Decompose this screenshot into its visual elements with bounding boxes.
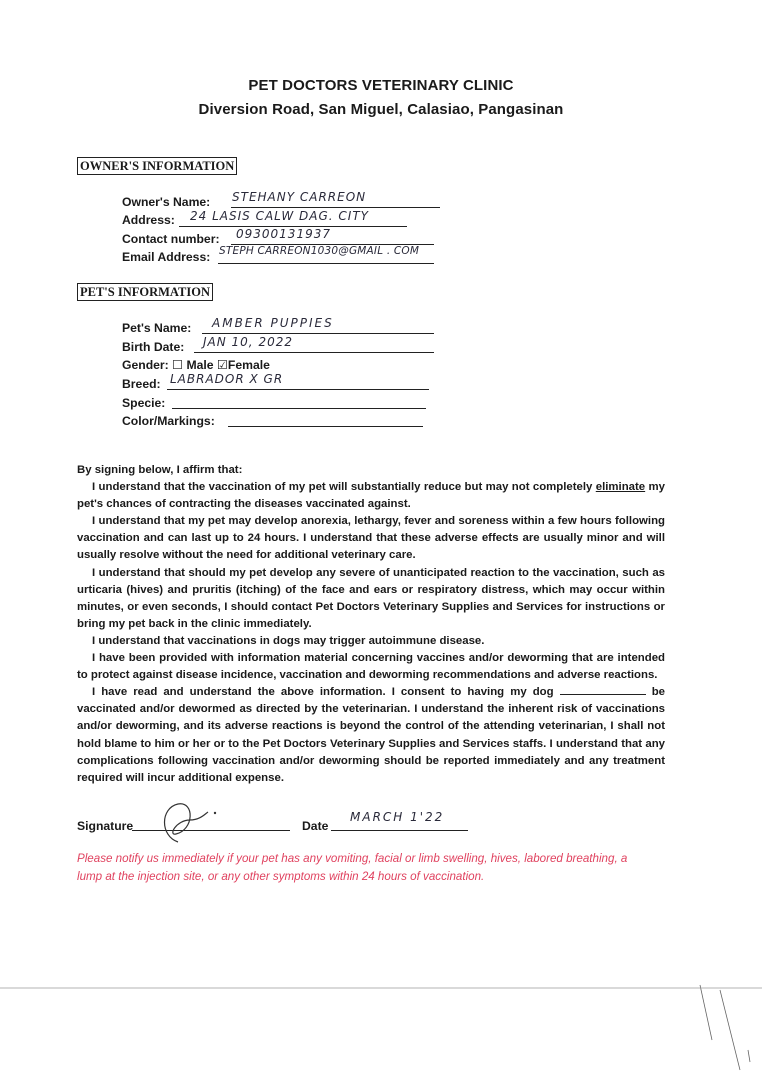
contact-value[interactable]: 09300131937 bbox=[236, 227, 331, 241]
pet-name-label: Pet's Name: bbox=[122, 321, 192, 335]
consent-paragraph-1: I understand that the vaccination of my pet will substantially reduce but may not completely eliminate my pet's chances of contracting the diseases vaccinated against. bbox=[77, 481, 665, 511]
email-value[interactable]: STEPH CARREON1030@GMAIL . COM bbox=[219, 245, 420, 257]
pet-name-value[interactable]: AMBER PUPPIES bbox=[212, 316, 334, 330]
male-checkbox[interactable]: ☐ bbox=[172, 358, 184, 372]
birth-date-value[interactable]: JAN 10, 2022 bbox=[203, 335, 293, 349]
date-value[interactable]: MARCH 1'22 bbox=[350, 810, 445, 824]
post-vaccination-notice: Please notify us immediately if your pet has any vomiting, facial or limb swelling, hives, labored breathing, a lump at the injection site, or any other symptoms within 24 hours of vaccination. bbox=[77, 852, 628, 883]
male-label: Male bbox=[186, 358, 214, 372]
consent-paragraph-6: I have read and understand the above information. I consent to having my dog be vaccinated and/or dewormed as directed by the veterinarian. I understand the inherent risk of vaccinations and/or deworming, and its adverse reactions is beyond the control of the attending veterinarian, I shall not hold blame to him or her or to the Pet Doctors Veterinary Supplies and Services staffs. I understand that any complications following vaccination and/or deworming should be reported immediately and any treatment required will incur additional expense. bbox=[77, 686, 666, 784]
pet-info-heading: PET'S INFORMATION bbox=[77, 283, 213, 301]
owner-name-label: Owner's Name: bbox=[122, 195, 211, 209]
breed-label: Breed: bbox=[122, 377, 161, 391]
breed-value[interactable]: LABRADOR X GR bbox=[170, 372, 284, 386]
owner-name-value[interactable]: STEHANY CARREON bbox=[232, 190, 367, 204]
female-label: Female bbox=[227, 358, 270, 372]
consent-paragraph-5: I have been provided with information material concerning vaccines and/or deworming that are intended to protect against disease incidence, vaccination and deworming recommendations and adverse reactions. bbox=[77, 652, 665, 682]
birth-date-label: Birth Date: bbox=[122, 340, 185, 354]
eliminate-underlined: eliminate bbox=[595, 481, 646, 494]
signature-label: Signature bbox=[77, 819, 134, 833]
specie-label: Specie: bbox=[122, 396, 166, 410]
color-markings-label: Color/Markings: bbox=[122, 414, 215, 428]
clinic-name: PET DOCTORS VETERINARY CLINIC bbox=[248, 77, 514, 94]
consent-paragraph-3: I understand that should my pet develop any severe of unanticipated reaction to the vaccination, such as urticaria (hives) and pruritis (itching) of the face and ears or respiratory distress, which may occur within minutes, or even seconds, I should contact Pet Doctors Veterinary Supplies and Services for instructions or bring my pet back in the clinic immediately. bbox=[77, 566, 665, 630]
contact-label: Contact number: bbox=[122, 232, 220, 246]
date-label: Date bbox=[302, 819, 329, 833]
address-label: Address: bbox=[122, 213, 175, 227]
female-checkbox[interactable]: ☑ bbox=[216, 358, 228, 372]
clinic-address: Diversion Road, San Miguel, Calasiao, Pangasinan bbox=[198, 101, 564, 118]
consent-paragraph-2: I understand that my pet may develop anorexia, lethargy, fever and soreness within a few hours following vaccination and can last up to 24 hours. I understand that these adverse effects are usually minor and will usually resolve without the need for additional veterinary care. bbox=[77, 515, 665, 562]
consent-paragraph-4: I understand that vaccinations in dogs may trigger autoimmune disease. bbox=[92, 634, 485, 647]
email-label: Email Address: bbox=[122, 250, 211, 264]
consent-intro: By signing below, I affirm that: bbox=[77, 464, 243, 476]
gender-label: Gender: bbox=[122, 358, 169, 372]
owner-info-heading: OWNER'S INFORMATION bbox=[77, 157, 237, 175]
address-value[interactable]: 24 LASIS CALW DAG. CITY bbox=[190, 209, 369, 223]
